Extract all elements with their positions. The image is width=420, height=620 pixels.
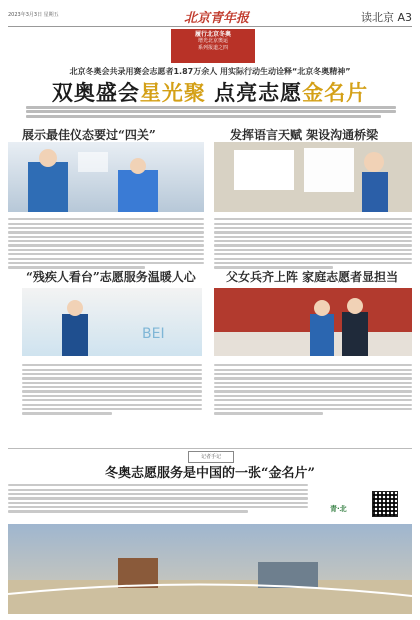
lead-paragraph bbox=[26, 104, 396, 119]
svg-text:BEI: BEI bbox=[142, 326, 165, 342]
photo-city-aerial bbox=[8, 524, 412, 614]
bottom-headline: 冬奥志愿服务是中国的一张“金名片” bbox=[105, 466, 315, 481]
section-title-2: 发挥语言天赋 架设沟通桥梁 bbox=[230, 128, 379, 142]
qr-code bbox=[372, 491, 398, 517]
qingbei-logo: 青·北 bbox=[330, 505, 347, 513]
headline-part-4: 金名片 bbox=[302, 80, 369, 105]
section-title-4: 父女兵齐上阵 家庭志愿者显担当 bbox=[226, 270, 399, 284]
banner-line-3: 系列报道之四 bbox=[197, 45, 228, 51]
section-2-body bbox=[214, 216, 412, 271]
kicker-headline: 北京冬奥会共录用赛会志愿者1.87万余人 用实际行动生动诠释“北京冬奥精神” bbox=[69, 67, 351, 76]
photo-father-daughter bbox=[214, 288, 412, 356]
issue-date: 2023年3月3日 星期五 bbox=[8, 12, 59, 18]
section-3-body bbox=[22, 362, 202, 417]
section-4-body bbox=[214, 362, 412, 417]
section-title-3: “残疾人看台”志愿服务温暖人心 bbox=[26, 270, 196, 284]
photo-language-volunteer bbox=[214, 142, 412, 212]
paper-logo: 北京青年报 bbox=[184, 11, 250, 26]
section-label: 读北京 A3 bbox=[360, 11, 412, 24]
headline-part-1: 双奥盛会 bbox=[51, 80, 140, 105]
masthead bbox=[8, 4, 412, 27]
main-headline bbox=[8, 77, 412, 107]
headline-part-3: 点亮志愿 bbox=[205, 80, 303, 105]
series-banner bbox=[171, 29, 255, 63]
bottom-body bbox=[8, 482, 308, 515]
banner-line-2: 增光北京奥运 bbox=[197, 38, 228, 44]
photo-etiquette-training bbox=[8, 142, 204, 212]
bottom-divider bbox=[8, 448, 412, 449]
section-title-1: 展示最佳仪态要过“四关” bbox=[22, 128, 156, 142]
section-1-body bbox=[8, 216, 204, 271]
headline-part-2: 星光聚 bbox=[139, 80, 206, 105]
newspaper-page bbox=[8, 4, 412, 616]
banner-line-1: 履行北京冬奥 bbox=[194, 31, 231, 38]
reporter-note-tag: 记者手记 bbox=[188, 451, 234, 463]
photo-disabled-stand bbox=[22, 288, 202, 356]
